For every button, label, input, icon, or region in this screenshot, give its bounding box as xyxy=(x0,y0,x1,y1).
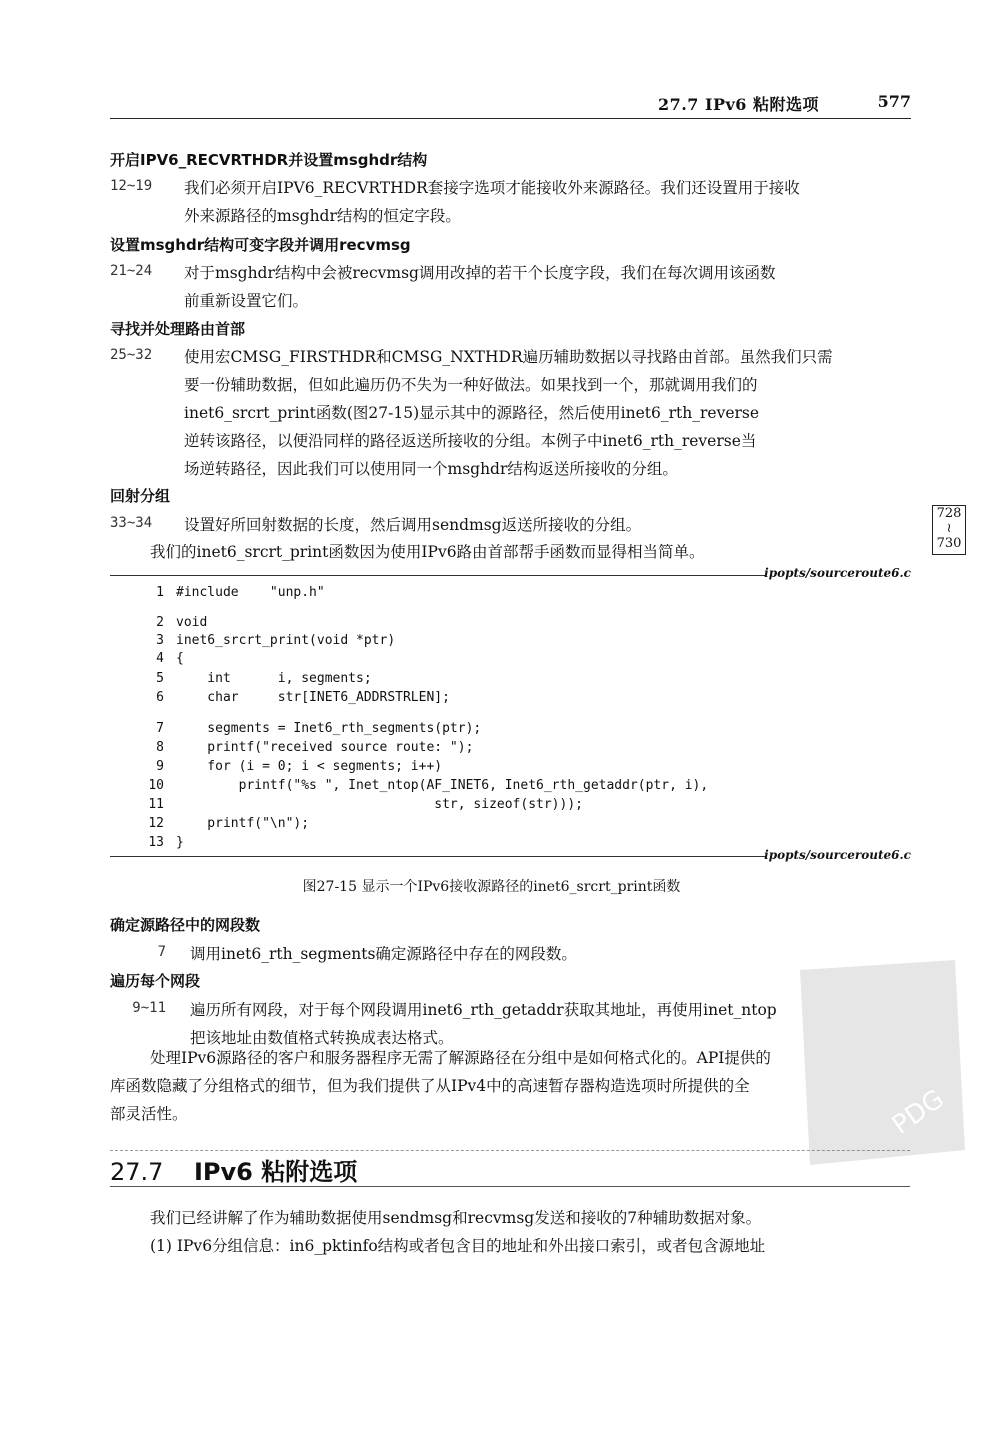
margin-ref-start: 728 xyxy=(936,506,962,521)
code-text: printf("received source route: "); xyxy=(176,740,474,755)
running-header xyxy=(110,88,911,119)
line-number: 4 xyxy=(156,651,164,666)
code-text: #include "unp.h" xyxy=(176,585,325,600)
code-line xyxy=(130,758,442,776)
code-text: inet6_srcrt_print(void *ptr) xyxy=(176,633,396,648)
margin-page-reference xyxy=(932,505,966,555)
figure-caption: 图27-15 显示一个IPv6接收源路径的inet6_srcrt_print函数 xyxy=(302,879,681,895)
line-number: 3 xyxy=(156,633,164,648)
paragraph xyxy=(184,343,910,483)
code-line xyxy=(130,720,481,738)
text-line: 调用inet6_rth_segments确定源路径中存在的网段数。 xyxy=(190,945,577,963)
intro-paragraph: 我们的inet6_srcrt_print函数因为使用IPv6路由首部帮手函数而显得相当简单。 xyxy=(150,543,705,561)
line-range: 12~19 xyxy=(110,178,153,194)
line-number: 1 xyxy=(156,585,164,600)
line-number: 5 xyxy=(156,671,164,686)
code-text: } xyxy=(176,835,184,850)
code-text: int i, segments; xyxy=(176,671,372,686)
section-number: 27.7 xyxy=(110,1158,164,1186)
line-range: 21~24 xyxy=(110,263,153,279)
text-line: 前重新设置它们。 xyxy=(184,292,309,310)
library-stamp-watermark xyxy=(780,950,970,1170)
line-number: 11 xyxy=(148,797,164,812)
line-range: 7 xyxy=(157,944,166,960)
line-number: 7 xyxy=(156,721,164,736)
code-filename-top: ipopts/sourceroute6.c xyxy=(764,566,911,580)
code-text: char str[INET6_ADDRSTRLEN]; xyxy=(176,690,450,705)
code-line xyxy=(130,834,184,852)
code-line xyxy=(130,739,473,757)
subheading: 遍历每个网段 xyxy=(110,972,201,990)
code-line xyxy=(130,584,325,602)
stamp-shape xyxy=(800,960,965,1165)
text-line: inet6_srcrt_print函数(图27-15)显示其中的源路径，然后使用inet6_rth_reverse xyxy=(184,404,760,422)
code-line xyxy=(130,815,309,833)
text-line: 对于msghdr结构中会被recvmsg调用改掉的若干个长度字段，我们在每次调用该函数 xyxy=(184,264,776,282)
code-line xyxy=(130,796,583,814)
text-line: (1) IPv6分组信息：in6_pktinfo结构或者包含目的地址和外出接口索引，或者包含源地址 xyxy=(150,1237,766,1255)
line-number: 8 xyxy=(156,740,164,755)
text-line: 我们已经讲解了作为辅助数据使用sendmsg和recvmsg发送和接收的7种辅助数据对象。 xyxy=(150,1209,762,1227)
code-line xyxy=(130,777,708,795)
code-text: { xyxy=(176,651,184,666)
text-line: 外来源路径的msghdr结构的恒定字段。 xyxy=(184,207,461,225)
header-section-title: 27.7 IPv6 粘附选项 xyxy=(657,95,819,114)
paragraph xyxy=(184,259,910,315)
text-line: 场逆转路径，因此我们可以使用同一个msghdr结构返送所接收的分组。 xyxy=(184,460,678,478)
line-number: 9 xyxy=(156,759,164,774)
code-text: printf("%s ", Inet_ntop(AF_INET6, Inet6_rth_getaddr(ptr, i), xyxy=(176,778,709,793)
line-number: 13 xyxy=(148,835,164,850)
code-text: for (i = 0; i < segments; i++) xyxy=(176,759,443,774)
text-line: 处理IPv6源路径的客户和服务器程序无需了解源路径在分组中是如何格式化的。API提供的 xyxy=(150,1049,771,1067)
subheading: 开启IPV6_RECVRTHDR并设置msghdr结构 xyxy=(110,151,428,169)
code-text: str, sizeof(str))); xyxy=(176,797,583,812)
margin-ref-sep: ≀ xyxy=(946,521,952,536)
text-line: 逆转该路径，以便沿同样的路径返送所接收的分组。本例子中inet6_rth_reverse当 xyxy=(184,432,757,450)
code-text: void xyxy=(176,615,208,630)
text-line: 要一份辅助数据，但如此遍历仍不失为一种好做法。如果找到一个，那就调用我们的 xyxy=(184,376,758,394)
line-range: 9~11 xyxy=(132,1000,166,1016)
paragraph xyxy=(184,511,910,539)
code-text: segments = Inet6_rth_segments(ptr); xyxy=(176,721,482,736)
code-filename-bottom: ipopts/sourceroute6.c xyxy=(764,848,911,862)
line-number: 6 xyxy=(156,690,164,705)
paragraph xyxy=(184,174,910,230)
line-number: 2 xyxy=(156,615,164,630)
text-line: 遍历所有网段，对于每个网段调用inet6_rth_getaddr获取其地址，再使用inet_ntop xyxy=(190,1001,777,1019)
subheading: 回射分组 xyxy=(110,487,171,505)
page-number: 577 xyxy=(877,92,911,111)
text-line: 库函数隐藏了分组格式的细节，但为我们提供了从IPv4中的高速暂存器构造选项时所提供的全 xyxy=(110,1077,750,1095)
code-line xyxy=(130,614,207,632)
text-line: 把该地址由数值格式转换成表达格式。 xyxy=(190,1029,454,1047)
line-range: 33~34 xyxy=(110,515,153,531)
line-number: 12 xyxy=(148,816,164,831)
subheading: 寻找并处理路由首部 xyxy=(110,320,246,338)
line-number: 10 xyxy=(148,778,164,793)
code-top-rule xyxy=(110,575,766,576)
stamp-text: PDG xyxy=(886,1084,950,1141)
code-text: printf("\n"); xyxy=(176,816,310,831)
text-line: 设置好所回射数据的长度，然后调用sendmsg返送所接收的分组。 xyxy=(184,516,642,534)
text-line: 我们必须开启IPV6_RECVRTHDR套接字选项才能接收外来源路径。我们还设置用于接收 xyxy=(184,179,800,197)
subheading: 确定源路径中的网段数 xyxy=(110,916,261,934)
line-range: 25~32 xyxy=(110,347,153,363)
code-line xyxy=(130,689,450,707)
code-line xyxy=(130,670,372,688)
code-line xyxy=(130,632,395,650)
section-title: IPv6 粘附选项 xyxy=(194,1158,358,1186)
margin-ref-end: 730 xyxy=(936,536,962,551)
text-line: 使用宏CMSG_FIRSTHDR和CMSG_NXTHDR遍历辅助数据以寻找路由首部。虽然我们只需 xyxy=(184,348,833,366)
text-line: 部灵活性。 xyxy=(110,1105,188,1123)
subheading: 设置msghdr结构可变字段并调用recvmsg xyxy=(110,236,411,254)
code-bottom-rule xyxy=(110,856,766,857)
code-line xyxy=(130,650,184,668)
section-paragraph xyxy=(110,1204,910,1260)
